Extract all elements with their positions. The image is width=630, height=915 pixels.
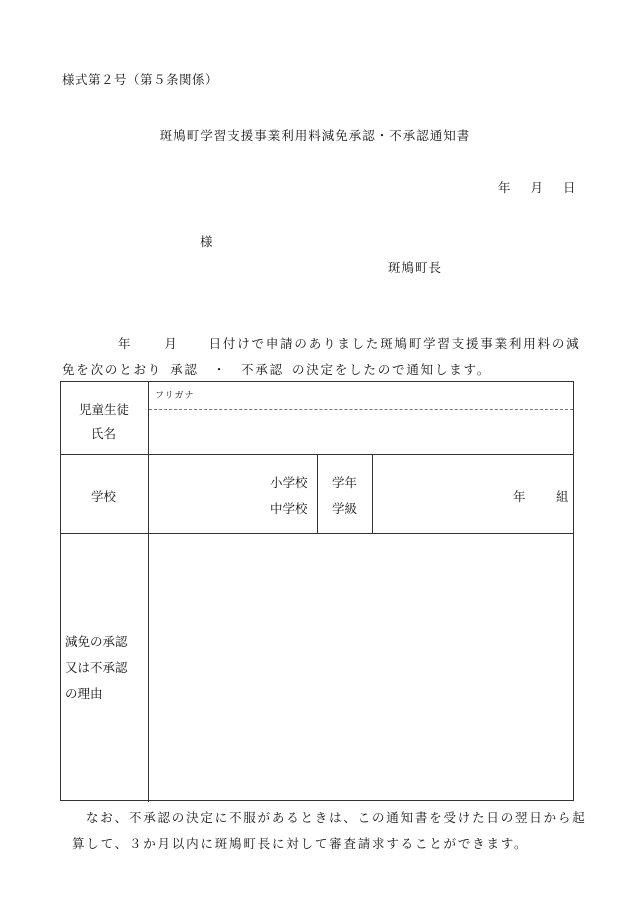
form-number: 様式第２号（第５条関係） xyxy=(62,72,219,87)
body-month-label: 月 xyxy=(164,336,179,351)
school-label: 学校 xyxy=(91,489,117,504)
approve-option: 承認 xyxy=(170,362,199,377)
note-line-1: なお、不承認の決定に不服があるときは、この通知書を受けた日の翌日から起 xyxy=(86,810,587,825)
grade-class-unit: 組 xyxy=(556,489,569,504)
date-month-label: 月 xyxy=(530,180,544,195)
furigana-label: フリガナ xyxy=(155,391,195,401)
reason-label-line-1: 減免の承認 xyxy=(65,634,128,649)
body-line-1 xyxy=(62,334,580,352)
addressee-suffix: 様 xyxy=(200,234,213,249)
reason-label-cell xyxy=(61,534,149,802)
student-label-line-2: 氏名 xyxy=(91,426,117,441)
student-name-row xyxy=(61,382,573,455)
body-line-2 xyxy=(62,360,491,378)
body-line-2-prefix: 免を次のとおり xyxy=(62,362,163,377)
body-line-2-suffix: の決定をしたので通知します。 xyxy=(291,362,492,377)
grade-year-unit: 年 xyxy=(513,489,526,504)
reason-field[interactable] xyxy=(149,534,573,802)
date-line xyxy=(498,178,576,196)
grade-label: 学年 xyxy=(332,475,358,490)
student-name-label-cell xyxy=(61,382,149,454)
class-label: 学級 xyxy=(332,501,358,516)
school-row xyxy=(61,455,573,534)
elementary-school-option: 小学校 xyxy=(270,475,308,490)
date-year-label: 年 xyxy=(498,180,511,195)
school-label-cell xyxy=(61,455,149,533)
issuer: 斑鳩町長 xyxy=(388,260,443,275)
option-separator: ・ xyxy=(212,362,228,377)
document-title: 斑鳩町学習支援事業利用料減免承認・不承認通知書 xyxy=(159,128,471,143)
notice-table xyxy=(60,381,574,801)
furigana-field[interactable] xyxy=(149,382,573,410)
body-year-label: 年 xyxy=(118,336,133,351)
student-label-line-1: 児童生徒 xyxy=(79,402,130,417)
reject-option: 不承認 xyxy=(241,362,284,377)
body-line-1-text: 日付けで申請のありました斑鳩町学習支援事業利用料の減 xyxy=(208,336,581,351)
reason-row xyxy=(61,534,573,802)
date-day-label: 日 xyxy=(563,180,576,195)
reason-label-line-3: の理由 xyxy=(65,686,103,701)
reason-label-line-2: 又は不承認 xyxy=(65,660,128,675)
junior-high-school-option: 中学校 xyxy=(270,501,308,516)
note-line-2: 算して、３か月以内に斑鳩町長に対して審査請求することができます。 xyxy=(72,836,529,851)
